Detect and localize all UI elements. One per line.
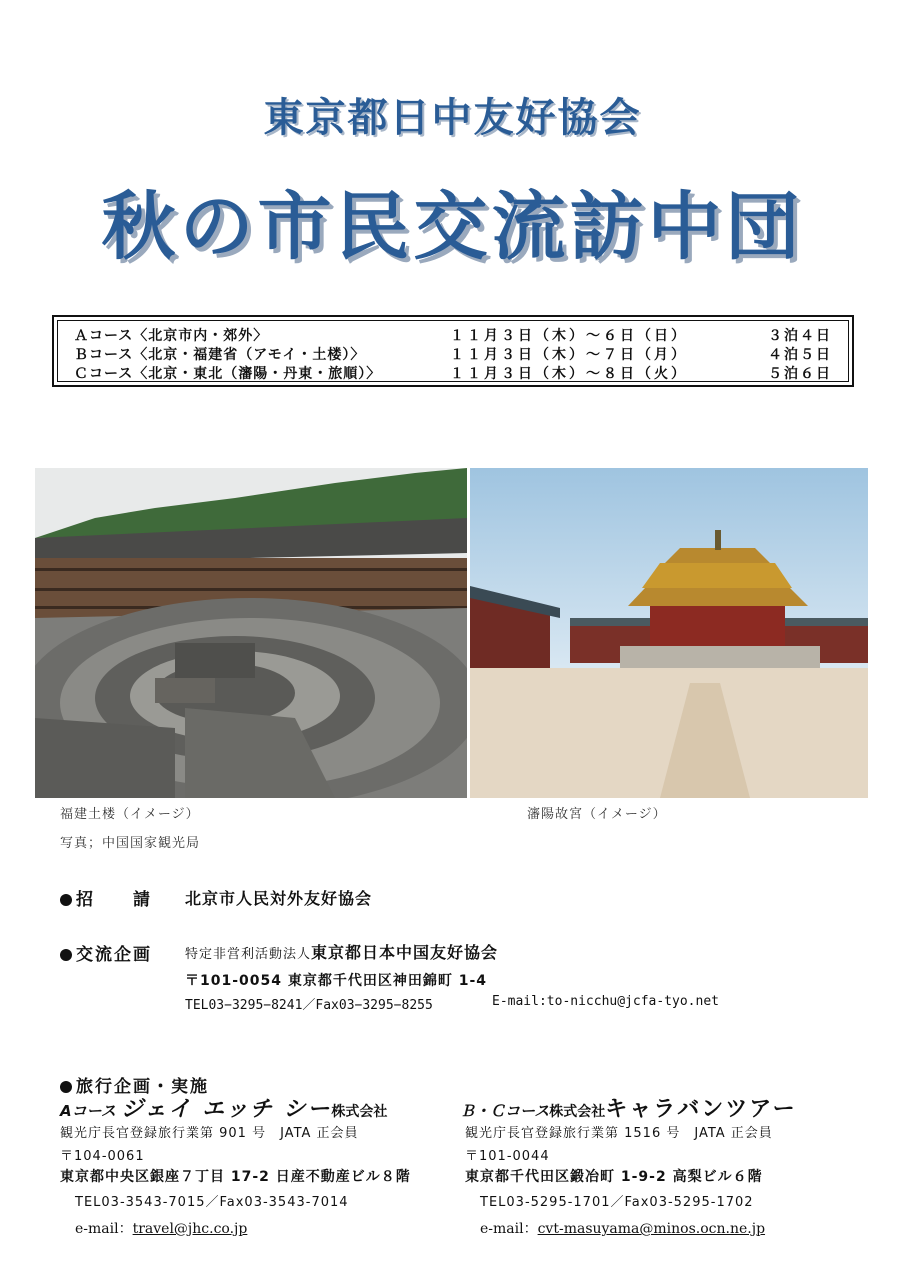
travel-label-text: 旅行企画・実施 bbox=[76, 1077, 209, 1097]
exchange-org: 東京都日本中国友好協会 bbox=[311, 943, 499, 962]
company-a-course: Aコース bbox=[60, 1102, 116, 1120]
bullet-icon bbox=[60, 894, 72, 906]
exchange-tel: TEL03−3295−8241／Fax03−3295−8255 bbox=[185, 998, 433, 1013]
exchange-org-line bbox=[185, 940, 498, 963]
course-name: Ｃコース〈北京・東北（瀋陽・丹東・旅順）〉 bbox=[74, 366, 382, 382]
course-row-c bbox=[74, 363, 832, 382]
company-bc-name: キャラバンツアー bbox=[605, 1097, 797, 1122]
exchange-prefix: 特定非営利活動法人 bbox=[185, 947, 312, 962]
company-bc-address: 東京都千代田区鍛冶町 1-9-2 高梨ビル６階 bbox=[465, 1169, 763, 1185]
company-a-title bbox=[60, 1092, 387, 1123]
shenyang-palace-photo bbox=[470, 468, 868, 798]
company-a-address: 東京都中央区銀座７丁目 17-2 日産不動産ビル８階 bbox=[60, 1169, 411, 1185]
company-bc-title bbox=[460, 1092, 797, 1123]
photo-credit: 写真；中国国家観光局 bbox=[60, 836, 201, 851]
course-name: Ｂコース〈北京・福建省（アモイ・土楼）〉 bbox=[74, 347, 366, 363]
course-nights: ３泊４日 bbox=[768, 328, 832, 344]
tulou-caption: 福建土楼（イメージ） bbox=[60, 807, 200, 822]
course-row-b bbox=[74, 344, 832, 363]
course-schedule-box bbox=[52, 315, 854, 387]
tulou-photo bbox=[35, 468, 467, 798]
company-bc-prefix: 株式会社 bbox=[549, 1104, 606, 1120]
exchange-label-text: 交流企画 bbox=[76, 945, 152, 965]
company-bc-mail-line bbox=[480, 1218, 765, 1238]
company-bc-registration: 観光庁長官登録旅行業第 1516 号 JATA 正会員 bbox=[465, 1126, 773, 1141]
company-a-name: ジェイ エッチ シー bbox=[120, 1097, 332, 1122]
company-a-registration: 観光庁長官登録旅行業第 901 号 JATA 正会員 bbox=[60, 1126, 359, 1141]
shenyang-caption: 瀋陽故宮（イメージ） bbox=[527, 807, 667, 822]
exchange-email[interactable]: E-mail:to-nicchu@jcfa-tyo.net bbox=[492, 994, 719, 1009]
course-nights: ４泊５日 bbox=[768, 347, 832, 363]
company-a-mail-line bbox=[75, 1218, 247, 1238]
company-a-mail-label: e-mail： bbox=[75, 1221, 133, 1237]
company-bc-mail-link[interactable]: cvt-masuyama@minos.ocn.ne.jp bbox=[537, 1221, 766, 1237]
course-box-inner-frame bbox=[57, 320, 849, 382]
invite-label-text: 招 請 bbox=[76, 890, 152, 910]
course-dates: １１月３日（木）〜７日（月） bbox=[450, 347, 688, 363]
invite-label bbox=[60, 885, 152, 910]
company-bc-course: Ｂ・Ｃコース bbox=[460, 1102, 550, 1120]
invite-value: 北京市人民対外友好協会 bbox=[185, 889, 373, 908]
company-a-mail-link[interactable]: travel@jhc.co.jp bbox=[132, 1221, 248, 1237]
course-name: Ａコース〈北京市内・郊外〉 bbox=[74, 328, 269, 344]
exchange-address: 〒101-0054 東京都千代田区神田錦町 1-4 bbox=[185, 973, 488, 989]
org-title: 東京都日中友好協会 bbox=[263, 95, 642, 141]
company-a-tel: TEL03-3543-7015／Fax03-3543-7014 bbox=[75, 1195, 349, 1210]
company-a-zip: 〒104-0061 bbox=[60, 1149, 145, 1164]
course-dates: １１月３日（木）〜６日（日） bbox=[450, 328, 688, 344]
course-row-a bbox=[74, 325, 832, 344]
exchange-label bbox=[60, 940, 152, 965]
page-title: 秋の市民交流訪中団 bbox=[101, 184, 804, 270]
company-bc-mail-label: e-mail： bbox=[480, 1221, 538, 1237]
company-bc-zip: 〒101-0044 bbox=[465, 1149, 550, 1164]
course-nights: ５泊６日 bbox=[768, 366, 832, 382]
course-dates: １１月３日（木）〜８日（火） bbox=[450, 366, 688, 382]
bullet-icon bbox=[60, 949, 72, 961]
company-a-suffix: 株式会社 bbox=[331, 1104, 388, 1120]
company-bc-tel: TEL03-5295-1701／Fax03-5295-1702 bbox=[480, 1195, 754, 1210]
